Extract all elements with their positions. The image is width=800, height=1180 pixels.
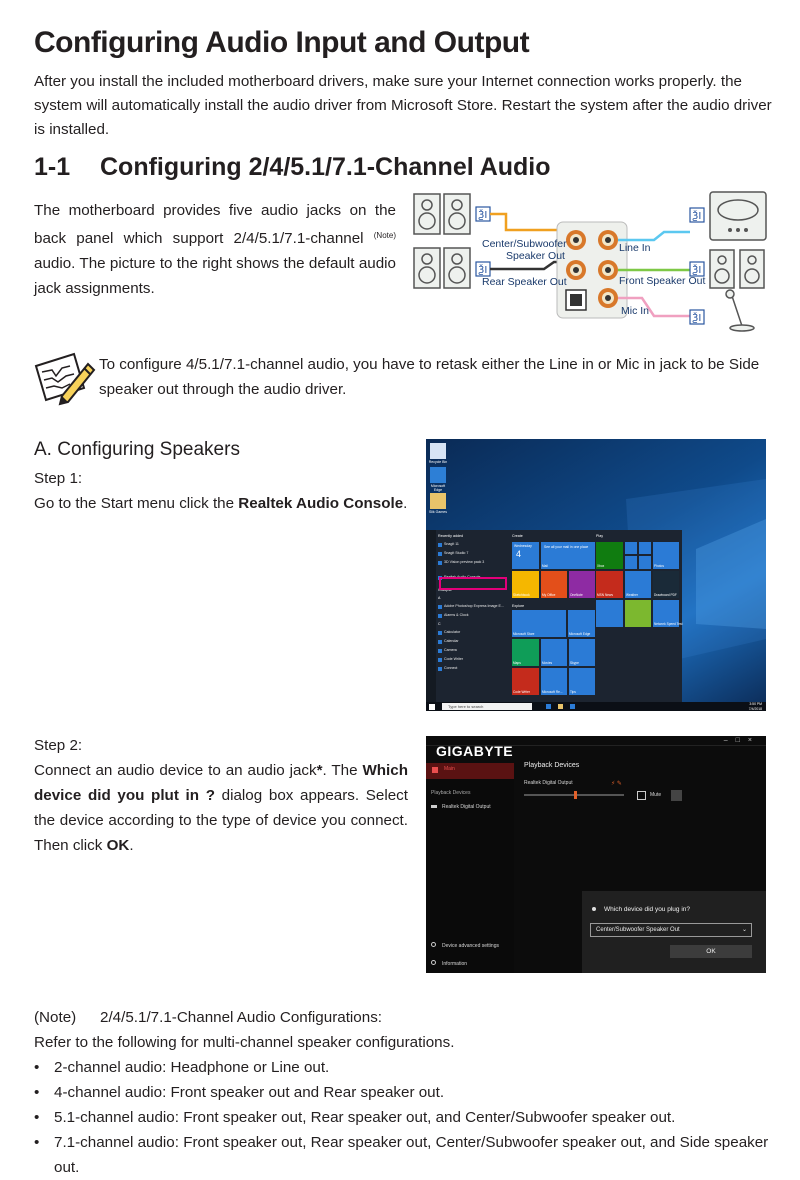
dialog-bullet-icon [592,907,596,911]
device-type-select[interactable] [590,923,752,937]
tips-label: Tips [570,690,576,694]
jack-line-in-icon [598,230,618,250]
jack-paragraph-text-b: audio. The picture to the right shows the default audio jack assignments. [34,255,396,297]
group-create: Create [512,534,523,538]
taskbar-edge-icon[interactable] [546,704,551,709]
microphone-icon [726,290,754,331]
stereo-player-icon [710,192,766,240]
step2-text-c: dialog box appears. Select the device according to the type of device you connect. Then click [34,787,408,854]
front-speakers-icon [710,250,764,288]
photos-label: Photos [654,564,664,568]
jack-paragraph [34,198,396,301]
weather-tile[interactable] [625,571,651,598]
skype-label: Skype [570,661,579,665]
note-heading-line [34,1005,784,1030]
clock-time: 3:50 PM [749,702,762,706]
taskbar-store-icon[interactable] [570,704,575,709]
edge-desktop-icon[interactable] [430,467,446,483]
step1-label: Step 1: [34,470,83,487]
gigabyte-audio-screenshot [426,736,766,973]
jack-mic-icon [598,288,618,308]
edge-label: Microsoft Edge [569,632,591,636]
audio-jack-diagram-svg [414,192,768,332]
app-camera[interactable]: Camera [438,646,508,655]
edge-tile[interactable] [568,610,595,637]
label-center-sub: Center/Subwoofer [482,238,567,250]
step1-bold: Realtek Audio Console [238,495,404,512]
edge-desktop-label: Microsoft Edge [430,484,446,492]
app-connect[interactable]: Connect [438,664,508,673]
folder-desktop-icon[interactable] [430,493,446,509]
connector-icon: ⚡ ✎ [611,781,622,787]
store-label: Microsoft Store [513,632,535,636]
label-mic-in: Mic In [621,305,650,317]
ok-button[interactable]: OK [670,945,752,958]
which-device-dialog [582,891,766,973]
step1-text-b: . [403,495,408,512]
config-item-5-1ch: • 5.1-channel audio: Front speaker out, Rear speaker out, and Center/Subwoofer speaker out. [34,1105,784,1130]
note-superscript: (Note) [373,231,396,240]
onenote-label: OneNote [570,593,583,597]
note-intro: Refer to the following for multi-channel speaker configurations. [34,1034,455,1051]
microsoft-re-label: Microsoft Re... [542,690,563,694]
msn-news-tile[interactable] [596,571,623,598]
code-writer-label: Code Writer [513,690,530,694]
play-small-tile-2[interactable] [639,542,651,554]
app-3d-vision[interactable]: 3D Vision preview pack 3 [438,558,508,567]
main-tab-label: Main [444,766,455,772]
jack-front-icon [598,260,618,280]
sidebar-device-item[interactable] [431,804,491,810]
drawboard-tile[interactable] [653,571,679,598]
line-in-cable [618,232,690,240]
store-tile[interactable] [512,610,566,637]
information-link[interactable] [431,960,467,967]
config-list [34,1055,784,1180]
xbox-tile[interactable] [596,542,623,569]
calendar-date: 4 [516,549,522,559]
step2-text-d: . [129,837,134,854]
advanced-settings-label: Device advanced settings [442,943,499,949]
label-speaker-out: Speaker Out [506,250,565,262]
play-small-tile-4[interactable] [639,556,651,569]
subsection-title: A. Configuring Speakers [34,439,240,460]
xbox-label: Xbox [597,564,605,568]
volume-slider-knob[interactable] [574,791,577,799]
sketchbook-label: Sketchbook [513,593,530,597]
start-menu [426,530,682,702]
my-office-label: My Office [542,593,556,597]
letter-a: A [438,596,441,600]
start-button-icon[interactable] [429,704,435,710]
advanced-settings-link[interactable] [431,942,499,949]
movies-tile[interactable] [541,639,567,666]
letter-c: C [438,622,441,626]
play-small-tile-1[interactable] [625,542,637,554]
playback-heading: Playback Devices [524,762,580,769]
app-snagit[interactable]: Snagit 11 [438,540,508,549]
app-calendar[interactable]: Calendar [438,637,508,646]
main-tab[interactable] [426,763,514,779]
svg-text:ѮІ: ѮІ [692,265,702,276]
sidebar-heading: Playback Devices [431,790,471,796]
note-heading: 2/4/5.1/7.1-Channel Audio Configurations: [100,1009,383,1026]
dialog-title: Which device did you plug in? [604,906,690,913]
play-small-tile-3[interactable] [625,556,637,569]
config-item-4ch: • 4-channel audio: Front speaker out and Rear speaker out. [34,1080,784,1105]
jack-rear-icon [566,260,586,280]
msn-news-label: MSN News [597,593,613,597]
movies-label: Movies [542,661,553,665]
step2-text [34,758,408,858]
audio-jack-diagram [414,192,768,332]
step2-ok: OK [106,837,130,854]
jack-center-sub-icon [566,230,586,250]
recently-added-heading: Recently added [438,534,463,538]
config-item-2ch: • 2-channel audio: Headphone or Line out. [34,1055,784,1080]
home-icon [432,767,438,773]
label-front: Front Speaker Out [619,275,706,287]
taskbar-search-box[interactable]: Type here to search [442,703,532,710]
collapse-link[interactable]: Collapse ^ [438,588,455,592]
channel-config-note [34,1005,784,1180]
chevron-down-icon: ⌄ [741,927,747,933]
step1-text-a: Go to the Start menu click the [34,495,239,512]
app-photoshop[interactable]: Adobe Photoshop Express Image E... [438,602,508,611]
rear-bottom-speakers-icon [414,248,470,288]
app-snagit-studio[interactable]: Snagit Studio 7 [438,549,508,558]
sketchbook-tile[interactable] [512,571,539,598]
mute-label: Mute [650,792,662,798]
sidebar-device-label: Realtek Digital Output [442,804,491,810]
rear-top-speakers-icon [414,194,470,234]
realtek-highlight-box [439,577,507,590]
app-realtek-audio-console[interactable]: Realtek Audio Console [438,573,508,582]
step2-block [34,733,408,858]
maps-tile[interactable] [512,639,539,666]
device-settings-gear-icon[interactable] [671,790,682,801]
device-name: Realtek Digital Output [524,780,573,786]
app-alarms[interactable]: Alarms & Clock [438,611,508,620]
device-type-selected: Center/Subwoofer Speaker Out [596,927,680,933]
intro-paragraph: After you install the included motherboard drivers, make sure your Internet connection works properly. the system will automatically install the audio driver from Microsoft Store. Restart the system after the audio driver is installed. [34,73,772,138]
start-app-list [438,532,508,673]
skype-tile[interactable] [569,639,595,666]
network-speed-tile[interactable] [653,600,683,627]
taskbar-folder-icon[interactable] [558,704,563,709]
photos-tile[interactable] [653,542,679,569]
information-label: Information [442,961,468,967]
my-office-tile[interactable] [541,571,567,598]
recycle-bin-label: Recycle Bin [428,460,448,464]
gigabyte-logo: GIGABYTE [436,743,514,759]
calendar-day: Wednesday [514,544,532,548]
app-code-writer[interactable]: Code Writer [438,655,508,664]
maps-label: Maps [513,661,521,665]
mute-checkbox[interactable] [637,791,646,800]
note-label: (Note) [34,1009,77,1026]
code-writer-tile[interactable] [512,668,539,695]
windows-start-screenshot [426,439,766,711]
note-text: To configure 4/5.1/7.1-channel audio, you have to retask either the Line in or Mic in jack to be Side speaker out through the audio driver. [99,356,760,398]
section-number: 1-1 [34,153,71,181]
section-heading [34,153,551,182]
step2-star: * [316,762,323,779]
group-explore: Explore [512,604,525,608]
svg-text:ѮІ: ѮІ [478,210,488,221]
recycle-bin-icon[interactable] [430,443,446,459]
config-item-7-1ch: • 7.1-channel audio: Front speaker out, Rear speaker out, Center/Subwoofer speaker out, and Side speaker out. [34,1130,784,1180]
svg-text:ѮІ: ѮІ [692,313,702,324]
svg-text:ѮІ: ѮІ [692,211,702,222]
note-pencil-icon [32,350,98,406]
onenote-tile[interactable] [569,571,595,598]
start-rail [426,530,436,702]
tips-tile[interactable] [569,668,595,695]
mail-preview: See all your mail in one place [544,545,589,549]
folder-desktop-label: Slik Games [429,510,447,514]
taskbar-clock[interactable] [749,702,762,711]
step1-text [34,491,407,516]
info-icon [431,960,436,965]
speaker-icon [431,805,437,808]
step2-text-a: Connect an audio device to an audio jack [34,762,317,779]
drawboard-label: Drawboard PDF [654,593,677,597]
green-tile[interactable] [625,600,651,627]
gear-icon [431,942,436,947]
calendar-tile[interactable] [512,542,539,569]
step2-label: Step 2: [34,737,83,754]
mail-tile-label: Mail [542,564,548,568]
bird-tile[interactable] [596,600,623,627]
app-calculator[interactable]: Calculator [438,628,508,637]
taskbar [426,702,766,711]
group-play: Play [596,534,603,538]
microsoft-re-tile[interactable] [541,668,567,695]
network-speed-label: Network Speed Test [654,622,683,626]
step2-dialog-name: Which device did you plut in ? [34,762,408,804]
clock-date: 7/4/2018 [748,706,762,711]
section-title: Configuring 2/4/5.1/7.1-Channel Audio [100,153,551,181]
label-rear: Rear Speaker Out [482,276,567,288]
mail-tile[interactable] [541,542,595,569]
svg-text:ѮІ: ѮІ [478,265,488,276]
window-controls[interactable]: –□× [723,737,760,744]
page-title: Configuring Audio Input and Output [34,26,530,59]
step2-text-b: . The [322,762,363,779]
weather-label: Weather [626,593,638,597]
jack-paragraph-text-a: The motherboard provides five audio jacks on the back panel which support 2/4/5.1/7.1-channel [34,202,396,247]
label-line-in: Line In [619,242,651,254]
